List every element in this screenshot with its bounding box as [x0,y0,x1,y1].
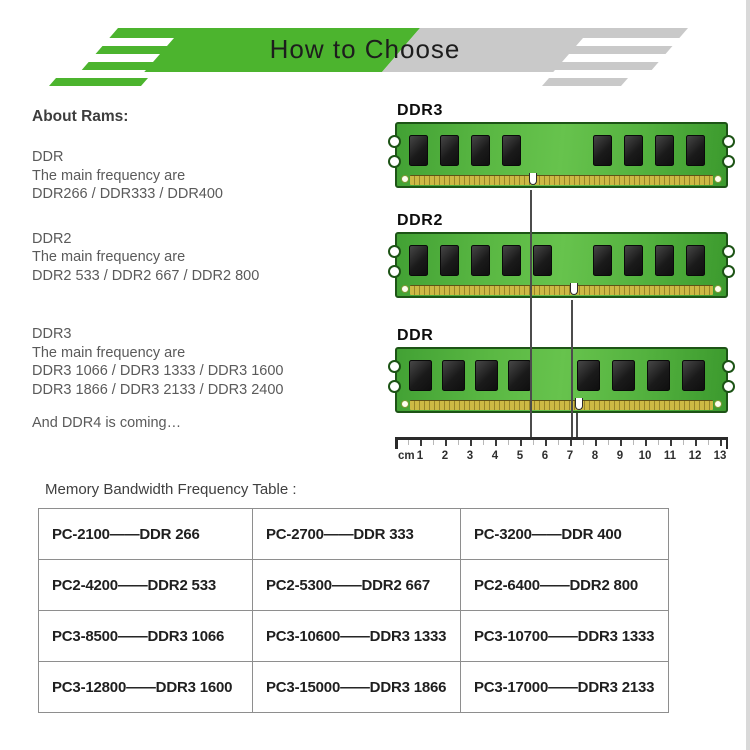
ruler-tick [495,440,497,447]
bandwidth-cell: PC3-12800——DDR3 1600 [39,662,253,713]
ram-module-ddr [395,327,728,413]
ram-pcb [395,232,728,298]
bandwidth-cell: PC2-4200——DDR2 533 [39,560,253,611]
ruler-half-tick [408,440,410,445]
module-label: DDR2 [397,212,443,229]
ruler-tick [470,440,472,447]
gold-pins [410,175,713,185]
memory-chip [624,245,643,276]
memory-chip [682,360,705,391]
bandwidth-cell: PC3-17000——DDR3 2133 [461,662,669,713]
memory-chip [442,360,465,391]
ruler-tick-label: 11 [663,450,677,462]
ruler-tick [720,440,722,447]
ruler-tick [645,440,647,447]
about-line: The main frequency are [32,167,186,184]
ruler-tick-label: 4 [491,450,499,462]
edge-notch [722,155,735,168]
memory-chip [612,360,635,391]
ruler-half-tick [483,440,485,445]
about-line: DDR266 / DDR333 / DDR400 [32,186,223,202]
ruler-tick [670,440,672,447]
table-row [39,662,669,713]
about-line: DDR2 533 / DDR2 667 / DDR2 800 [32,267,260,284]
ruler-half-tick [633,440,635,445]
memory-chip [686,135,705,166]
mount-hole [401,285,409,293]
memory-chip [471,245,490,276]
chip-group-right [577,360,705,391]
edge-notch [722,135,735,148]
about-line: DDR2 [32,230,72,247]
ruler-tick-label: 12 [688,450,702,462]
memory-chip [440,135,459,166]
bandwidth-cell: PC2-5300——DDR2 667 [253,560,461,611]
ruler-tick [545,440,547,447]
bandwidth-cell: PC3-8500——DDR3 1066 [39,611,253,662]
key-notch [570,283,578,295]
ruler-tick-label: 7 [566,450,574,462]
bandwidth-cell: PC2-6400——DDR2 800 [461,560,669,611]
module-label: DDR [397,327,434,344]
banner-left-slash [49,78,148,86]
about-line: DDR3 [32,326,72,342]
memory-chip [409,245,428,276]
chip-group-left [409,135,521,166]
ruler-tick-label: 6 [541,450,549,462]
bandwidth-cell: PC3-15000——DDR3 1866 [253,662,461,713]
about-paragraph [32,148,382,204]
memory-chip [655,135,674,166]
ruler-tick [620,440,622,447]
edge-notch [388,135,401,148]
page-right-edge [746,0,750,750]
edge-notch [722,245,735,258]
ram-pcb [395,347,728,413]
memory-chip [593,135,612,166]
memory-chip [475,360,498,391]
ruler-half-tick [508,440,510,445]
memory-chip [624,135,643,166]
about-paragraph [32,325,382,399]
ruler-half-tick [558,440,560,445]
bandwidth-cell: PC-2700——DDR 333 [253,509,461,560]
ruler-tick [520,440,522,447]
memory-chip [655,245,674,276]
edge-notch [388,155,401,168]
gold-pins [410,400,713,410]
about-heading: About Rams: [32,108,129,125]
ram-module-ddr2 [395,212,728,298]
notch-callout-line [571,300,573,437]
notch-callout-line [530,190,532,437]
table-row [39,560,669,611]
bandwidth-cell: PC-3200——DDR 400 [461,509,669,560]
mount-hole [714,285,722,293]
ruler-tick-label: 9 [616,450,624,462]
chip-group-left [409,360,531,391]
edge-notch [722,360,735,373]
about-paragraph [32,230,382,286]
ruler-tick [695,440,697,447]
table-title: Memory Bandwidth Frequency Table : [45,481,297,498]
memory-chip [647,360,670,391]
mount-hole [714,175,722,183]
ruler-tick [420,440,422,447]
ruler [395,437,728,467]
module-label: DDR3 [397,102,443,119]
memory-chip [508,360,531,391]
key-notch [529,173,537,185]
ruler-half-tick [533,440,535,445]
about-line: The main frequency are [32,249,186,265]
ruler-tick-label: 3 [466,450,474,462]
gold-pins [410,285,713,295]
ruler-tick [570,440,572,447]
banner-title: How to Choose [269,34,461,64]
memory-chip [409,135,428,166]
ruler-tick-label: 2 [441,450,449,462]
ruler-tick-label: 8 [591,450,599,462]
ruler-half-tick [458,440,460,445]
banner-right-slash [542,78,628,86]
memory-chip [471,135,490,166]
ram-pcb [395,122,728,188]
ruler-half-tick [608,440,610,445]
memory-chip [440,245,459,276]
memory-chip [533,245,552,276]
ram-module-ddr3 [395,102,728,188]
memory-chip [593,245,612,276]
ruler-tick-label: 10 [638,450,652,462]
memory-chip [502,135,521,166]
table-row [39,509,669,560]
ruler-end-left [395,437,398,449]
mount-hole [401,175,409,183]
bandwidth-table-body [39,509,669,713]
chip-group-right [593,245,705,276]
ruler-half-tick [708,440,710,445]
about-line: DDR [32,149,64,165]
about-line: DDR3 1066 / DDR3 1333 / DDR3 1600 [32,363,284,379]
ruler-tick-label: 1 [416,450,424,462]
ruler-half-tick [658,440,660,445]
memory-chip [686,245,705,276]
ruler-tick-label: 13 [713,450,727,462]
key-notch [575,398,583,410]
ruler-tick [445,440,447,447]
edge-notch [388,245,401,258]
ruler-half-tick [583,440,585,445]
ruler-half-tick [683,440,685,445]
mount-hole [714,400,722,408]
ruler-tick-label: 5 [516,450,524,462]
table-row [39,611,669,662]
ruler-end-right [726,437,729,449]
bandwidth-cell: PC3-10700——DDR3 1333 [461,611,669,662]
about-paragraphs [32,148,382,399]
ruler-half-tick [433,440,435,445]
mount-hole [401,400,409,408]
memory-chip [502,245,521,276]
about-line: The main frequency are [32,344,186,361]
edge-notch [388,380,401,393]
ruler-unit-label: cm [398,450,415,462]
memory-chip [409,360,432,391]
edge-notch [388,360,401,373]
bandwidth-table [38,508,669,713]
bandwidth-cell: PC3-10600——DDR3 1333 [253,611,461,662]
notch-callout-line [576,413,578,437]
chip-group-right [593,135,705,166]
edge-notch [722,380,735,393]
edge-notch [388,265,401,278]
bandwidth-cell: PC-2100——DDR 266 [39,509,253,560]
memory-chip [577,360,600,391]
about-footnote: And DDR4 is coming… [32,415,182,431]
ruler-tick [595,440,597,447]
about-line: DDR3 1866 / DDR3 2133 / DDR3 2400 [32,381,284,398]
edge-notch [722,265,735,278]
